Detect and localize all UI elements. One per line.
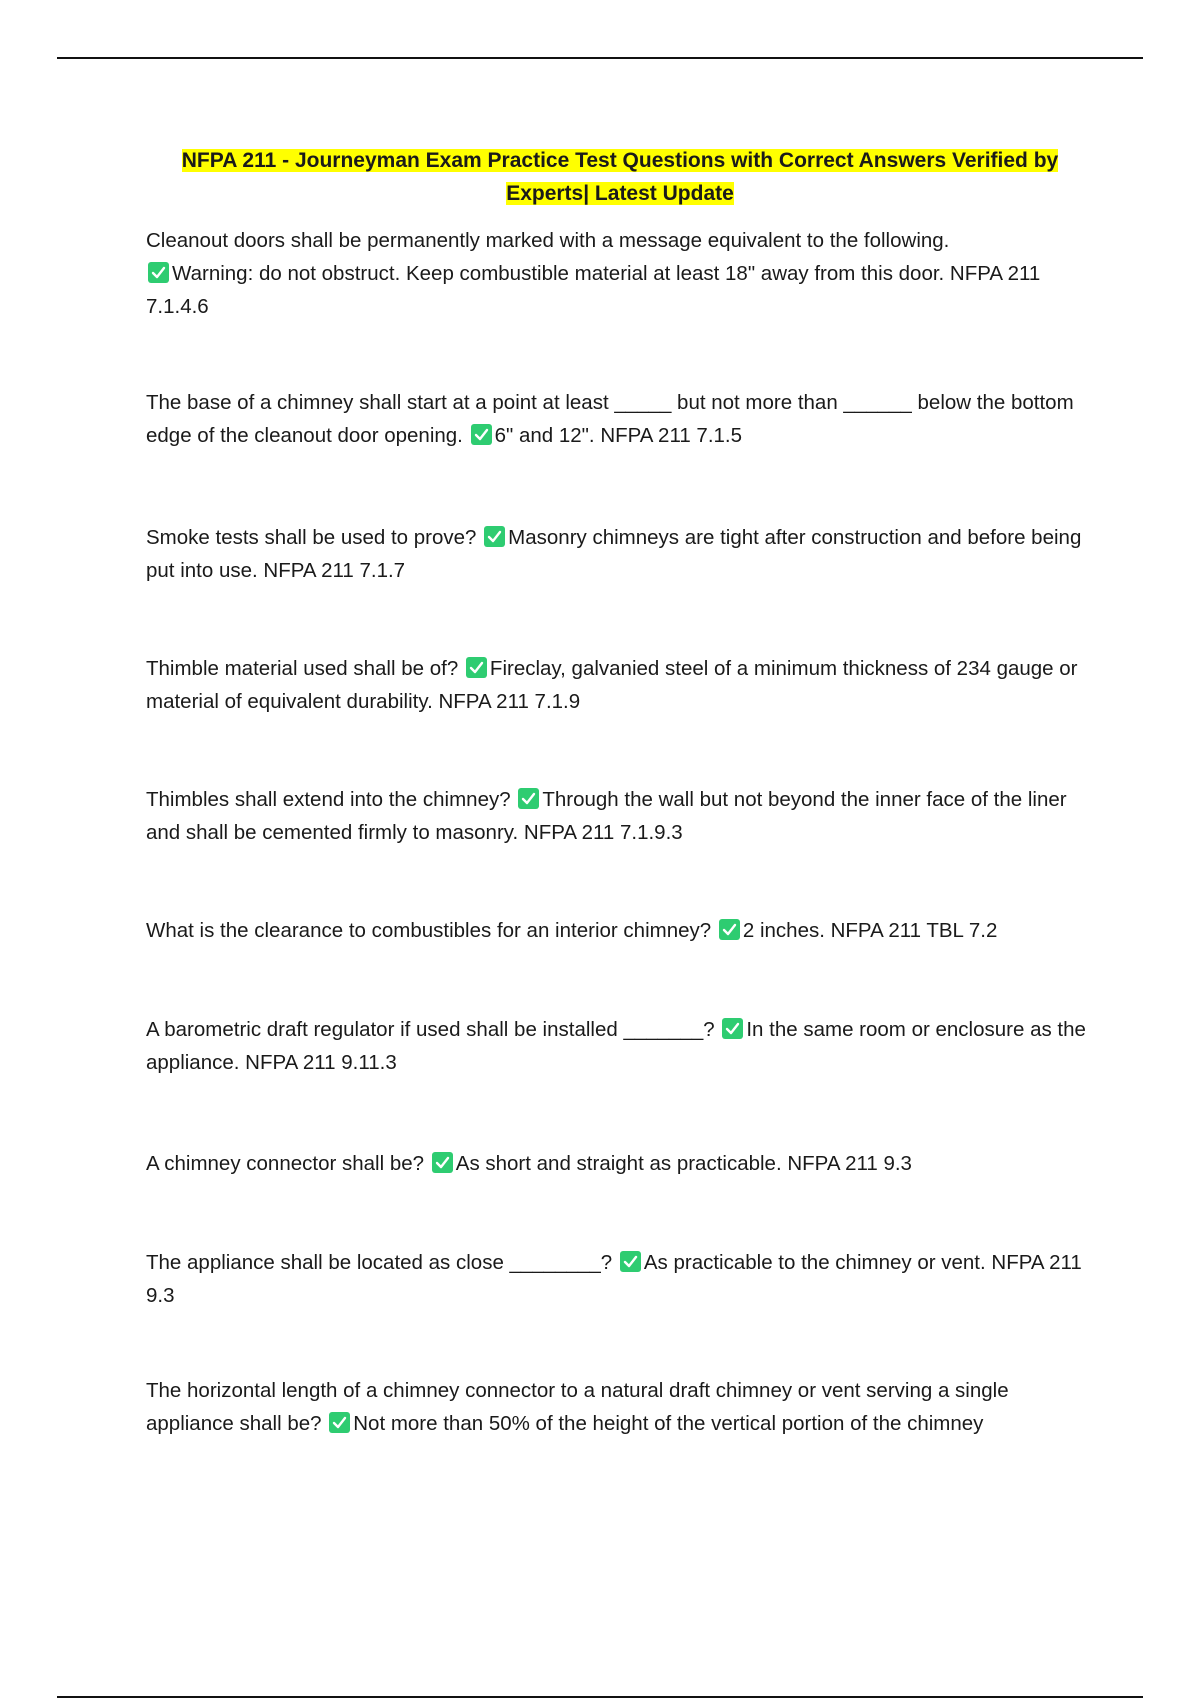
question-text: Smoke tests shall be used to prove? (146, 526, 477, 549)
answer-text: 6" and 12". NFPA 211 7.1.5 (494, 424, 743, 447)
question-text: A chimney connector shall be? (146, 1152, 425, 1175)
question-text: What is the clearance to combustibles for an interior chimney? (146, 919, 712, 942)
qa-item (146, 1246, 1096, 1312)
question-text: Thimbles shall extend into the chimney? (146, 788, 511, 811)
header-rule (57, 57, 1143, 59)
checkmark-icon (471, 424, 492, 445)
answer-text: Through the wall but not beyond the inner face of the liner and shall be cemented firmly to masonry. NFPA 211 7.1.9.3 (146, 788, 1067, 844)
question-text: Thimble material used shall be of? (146, 657, 459, 680)
qa-item (146, 386, 1096, 452)
checkmark-icon (148, 262, 169, 283)
answer-text: 2 inches. NFPA 211 TBL 7.2 (742, 919, 998, 942)
question-text: The base of a chimney shall start at a point at least _____ but not more than ______ below the bottom edge of the cleanout door opening. (146, 391, 1074, 447)
answer-text: Not more than 50% of the height of the vertical portion of the chimney (353, 1412, 984, 1435)
document-title (145, 144, 1095, 210)
title-line-1: NFPA 211 - Journeyman Exam Practice Test Questions with Correct Answers Verified by (181, 149, 1059, 172)
checkmark-icon (466, 657, 487, 678)
checkmark-icon (432, 1152, 453, 1173)
footer-rule (57, 1696, 1143, 1698)
answer-text: As short and straight as practicable. NFPA 211 9.3 (455, 1152, 912, 1175)
qa-item (146, 521, 1096, 587)
answer-text: Warning: do not obstruct. Keep combustible material at least 18" away from this door. NFPA 211 7.1.4.6 (146, 262, 1041, 318)
checkmark-icon (518, 788, 539, 809)
answer-text: As practicable to the chimney or vent. NFPA 211 9.3 (146, 1251, 1082, 1307)
question-text: Cleanout doors shall be permanently marked with a message equivalent to the following. (146, 229, 950, 252)
checkmark-icon (329, 1412, 350, 1433)
checkmark-icon (719, 919, 740, 940)
qa-item (146, 914, 1096, 947)
answer-text: Masonry chimneys are tight after construction and before being put into use. NFPA 211 7.1.7 (146, 526, 1082, 582)
answer-text: Fireclay, galvanied steel of a minimum thickness of 234 gauge or material of equivalent durability. NFPA 211 7.1.9 (146, 657, 1078, 713)
question-text: The appliance shall be located as close ________? (146, 1251, 613, 1274)
qa-item (146, 1374, 1096, 1440)
question-text: A barometric draft regulator if used shall be installed _______? (146, 1018, 715, 1041)
qa-item (146, 783, 1096, 849)
qa-item (146, 652, 1096, 718)
question-text: The horizontal length of a chimney connector to a natural draft chimney or vent serving a single appliance shall be? (146, 1379, 1009, 1435)
checkmark-icon (620, 1251, 641, 1272)
checkmark-icon (484, 526, 505, 547)
answer-text: In the same room or enclosure as the appliance. NFPA 211 9.11.3 (146, 1018, 1086, 1074)
checkmark-icon (722, 1018, 743, 1039)
qa-item (146, 224, 1096, 323)
qa-item (146, 1147, 1096, 1180)
title-line-2: Experts| Latest Update (506, 182, 734, 205)
qa-item (146, 1013, 1096, 1079)
